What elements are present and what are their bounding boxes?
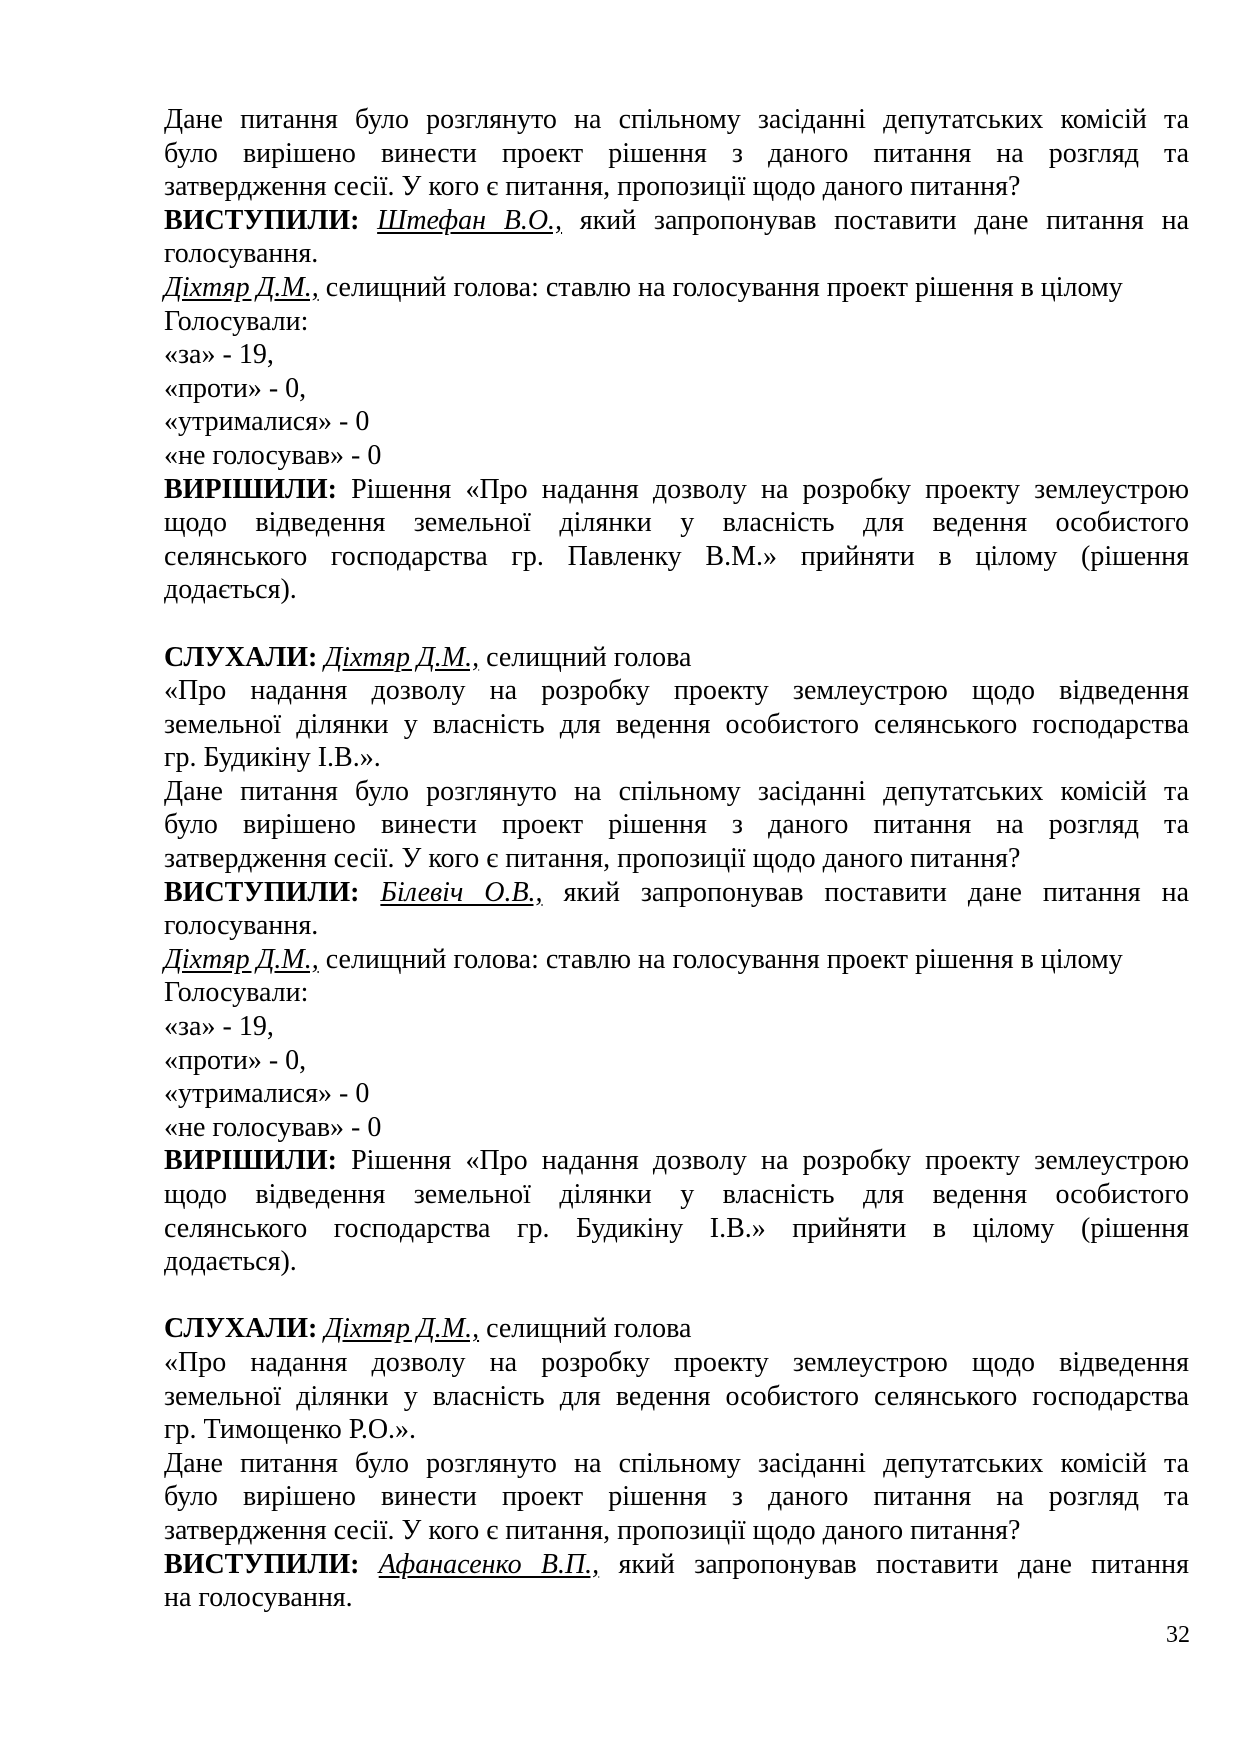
speaker-text: який запропонував поставити дане питання на [563,876,1189,908]
speaker-name: Штефан В.О., [377,204,563,236]
vote-against: «проти» - 0, [164,372,307,404]
decision-line: щодо відведення земельної ділянки у власність для ведення особистого [164,1179,1189,1210]
agenda-item-3 [164,1312,1189,1614]
speakers-label: ВИСТУПИЛИ: [164,876,360,908]
decision-line: додається). [164,1246,297,1278]
decision-text: Рішення «Про надання дозволу на розробку проекту землеустрою [351,473,1189,505]
heard-line [164,641,1189,675]
chair-line [164,943,1189,977]
discussion-line: затвердження сесії. У кого є питання, пропозиції щодо даного питання? [164,171,1021,203]
topic-line: земельної ділянки у власність для ведення особистого селянського господарства [164,1380,1189,1412]
vote-not-voted: «не голосував» - 0 [164,439,382,471]
chair-text: селищний голова: ставлю на голосування проект рішення в цілому [325,271,1123,303]
topic-line: гр. Будикіну І.В.». [164,742,381,774]
votes-heading: Голосували: [164,305,309,337]
discussion-line: було вирішено винести проект рішення з даного питання на розгляд та [164,809,1189,841]
speaker-name: Афанасенко В.П., [378,1548,600,1580]
topic-line: земельної ділянки у власність для ведення особистого селянського господарства [164,708,1189,740]
chair-name: Діхтяр Д.М., [164,271,319,303]
votes-heading: Голосували: [164,977,309,1009]
speakers-line [164,876,1189,910]
speaker-name: Білевіч О.В., [380,876,543,908]
minutes-text [164,103,1189,1615]
vote-for: «за» - 19, [164,339,274,371]
discussion-line: затвердження сесії. У кого є питання, пропозиції щодо даного питання? [164,843,1021,875]
vote-not-voted: «не голосував» - 0 [164,1111,382,1143]
speakers-label: ВИСТУПИЛИ: [164,1548,360,1580]
topic-line: «Про надання дозволу на розробку проекту землеустрою щодо відведення [164,1346,1189,1378]
discussion-line: було вирішено винести проект рішення з даного питання на розгляд та [164,137,1189,169]
chair-line [164,271,1189,305]
decision-text: Рішення «Про надання дозволу на розробку проекту землеустрою [351,1145,1189,1177]
discussion-line: затвердження сесії. У кого є питання, пропозиції щодо даного питання? [164,1514,1021,1546]
heard-text: селищний голова [486,1313,692,1345]
decision-line: додається). [164,574,297,606]
topic-line: «Про надання дозволу на розробку проекту землеустрою щодо відведення [164,675,1189,707]
chair-name: Діхтяр Д.М., [164,943,319,975]
topic-line: гр. Тимощенко Р.О.». [164,1414,417,1446]
heard-name: Діхтяр Д.М., [324,641,480,673]
spacer [164,607,1189,641]
page-number: 32 [1166,1622,1190,1648]
spacer [164,1279,1189,1313]
discussion-line: Дане питання було розглянуто на спільному засіданні депутатських комісій та [164,1447,1189,1479]
vote-against: «проти» - 0, [164,1044,307,1076]
heard-text: селищний голова [486,641,692,673]
discussion-line: Дане питання було розглянуто на спільному засіданні депутатських комісій та [164,775,1189,807]
heard-line [164,1312,1189,1346]
speakers-line-2: на голосування. [164,1582,353,1614]
decision-line: селянського господарства гр. Будикіну І.В.» прийняти в цілому (рішення [164,1212,1189,1244]
discussion-line: було вирішено винести проект рішення з даного питання на розгляд та [164,1481,1189,1513]
decision-label: ВИРІШИЛИ: [164,473,337,505]
decision-line: селянського господарства гр. Павленку В.М.» прийняти в цілому (рішення [164,540,1189,572]
speakers-label: ВИСТУПИЛИ: [164,204,360,236]
chair-text: селищний голова: ставлю на голосування проект рішення в цілому [325,943,1123,975]
vote-abstain: «утрималися» - 0 [164,1078,370,1110]
speakers-line [164,1548,1189,1582]
discussion-line: Дане питання було розглянуто на спільному засіданні депутатських комісій та [164,104,1189,135]
heard-name: Діхтяр Д.М., [324,1313,480,1345]
decision-label: ВИРІШИЛИ: [164,1145,337,1177]
decision-line [164,473,1189,507]
speakers-line-2: голосування. [164,910,319,942]
speakers-line-2: голосування. [164,238,319,270]
decision-line [164,1144,1189,1178]
vote-for: «за» - 19, [164,1011,274,1043]
speakers-line [164,204,1189,238]
vote-abstain: «утрималися» - 0 [164,406,370,438]
heard-label: СЛУХАЛИ: [164,641,318,673]
speaker-text: який запропонував поставити дане питання на [579,204,1189,236]
agenda-item-2 [164,641,1189,1279]
speaker-text: який запропонував поставити дане питання [618,1548,1189,1580]
agenda-item-1 [164,103,1189,607]
decision-line: щодо відведення земельної ділянки у власність для ведення особистого [164,507,1189,539]
heard-label: СЛУХАЛИ: [164,1313,318,1345]
